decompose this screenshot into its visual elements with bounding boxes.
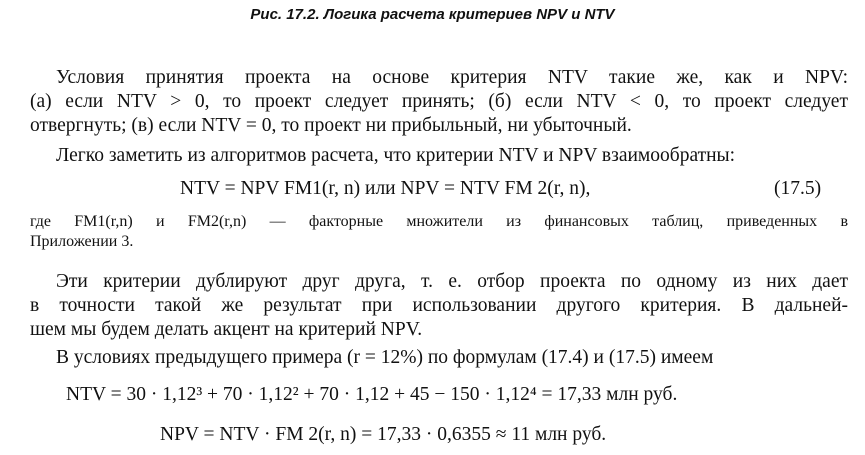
duplicate-line-1: Эти критерии дублируют друг друга, т. е. отбор проекта по одному из них дает [56,271,848,292]
paragraph-inverse [30,144,848,168]
paragraph-duplicate [30,270,848,342]
formula-17-5 [180,178,590,200]
inverse-line: Легко заметить из алгоритмов расчета, что критерии NTV и NPV взаимообратны: [56,145,736,166]
duplicate-line-2: в точности такой же результат при использовании другого критерия. В дальней- [30,295,848,316]
footnote [30,212,848,252]
formula-17-5-text: NTV = NPV FM1(r, n) или NPV = NTV FM 2(r, n), [180,178,591,199]
conditions-line-2: (а) если NTV > 0, то проект следует принять; (б) если NTV < 0, то проект следует [30,91,848,112]
footnote-line-2: Приложении 3. [30,233,134,250]
paragraph-example [30,346,848,370]
footnote-line-1: где FM1(r,n) и FM2(r,n) — факторные множители из финансовых таблиц, приведенных в [30,213,848,230]
paragraph-conditions [30,66,848,138]
figure-caption: Рис. 17.2. Логика расчета критериев NPV и NTV [250,6,615,23]
duplicate-line-3: шем мы будем делать акцент на критерий NPV. [30,319,423,340]
formula-npv: NPV = NTV · FM 2(r, n) = 17,33 · 0,6355 ≈ 11 млн руб. [160,424,607,445]
conditions-line-1: Условия принятия проекта на основе критерия NTV такие же, как и NPV: [56,67,848,88]
formula-17-5-number: (17.5) [774,178,822,199]
conditions-line-3: отвергнуть; (в) если NTV = 0, то проект ни прибыльный, ни убыточный. [30,115,632,136]
example-line: В условиях предыдущего примера (r = 12%) по формулам (17.4) и (17.5) имеем [56,347,714,368]
formula-ntv: NTV = 30 · 1,12³ + 70 · 1,12² + 70 · 1,12 + 45 − 150 · 1,12⁴ = 17,33 млн руб. [66,384,678,405]
